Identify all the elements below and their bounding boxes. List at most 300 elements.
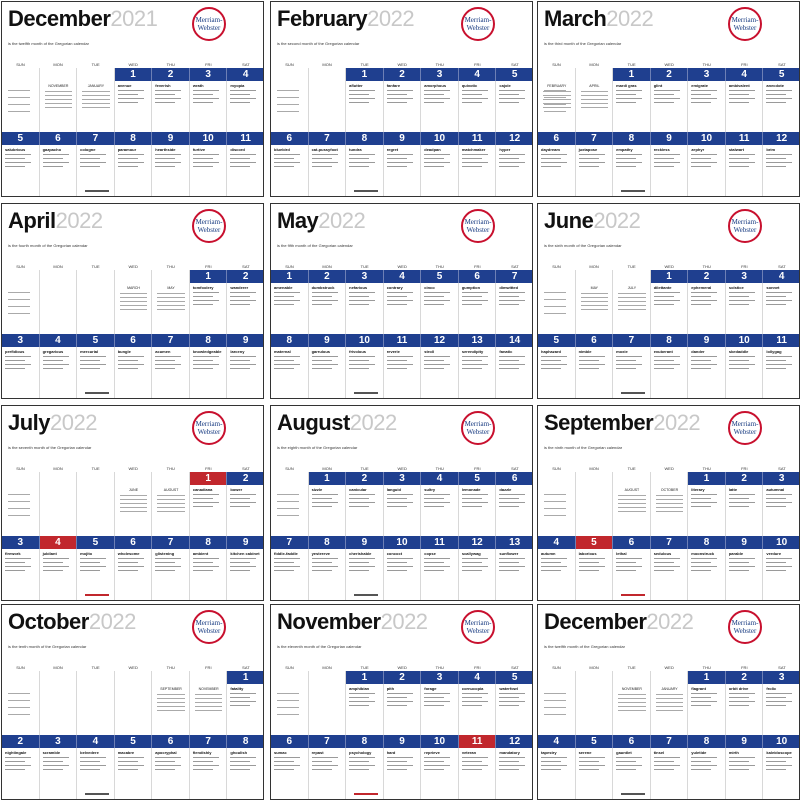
day-cell[interactable] (227, 68, 264, 132)
day-cell[interactable] (726, 334, 764, 398)
day-cell[interactable] (496, 472, 533, 536)
definition-line (541, 154, 567, 155)
day-cell[interactable] (688, 68, 726, 132)
day-cell[interactable] (115, 671, 153, 735)
day-cell[interactable] (613, 270, 651, 334)
day-cell[interactable] (115, 472, 153, 536)
holiday-note (544, 90, 566, 91)
day-cell[interactable] (152, 132, 190, 196)
day-cell[interactable] (227, 334, 264, 398)
definition-line (387, 498, 407, 499)
definition-line (729, 154, 755, 155)
day-cell[interactable] (190, 132, 228, 196)
definition-line (80, 570, 100, 571)
day-cell[interactable] (688, 536, 726, 600)
weekday-label: THU (702, 466, 711, 471)
definition-line (654, 769, 674, 770)
definition-line (274, 304, 294, 305)
day-cell[interactable] (77, 334, 115, 398)
day-cell[interactable] (190, 536, 228, 600)
day-cell[interactable] (459, 270, 497, 334)
day-cell[interactable] (271, 671, 309, 735)
definition-line (5, 166, 25, 167)
word-of-day: amphibian (349, 686, 370, 691)
definition-line (729, 102, 749, 103)
day-cell[interactable] (726, 472, 764, 536)
date-band (40, 132, 78, 145)
word-of-day: mandatory (499, 750, 520, 755)
merriam-webster-logo (192, 610, 226, 644)
definition-line (541, 566, 567, 567)
definition-line (654, 292, 680, 293)
day-cell[interactable] (384, 68, 422, 132)
day-cell[interactable] (538, 334, 576, 398)
day-cell[interactable] (459, 68, 497, 132)
word-of-day: sunflower (499, 551, 519, 556)
day-cell[interactable] (309, 334, 347, 398)
weekday-label: FRI (741, 665, 748, 670)
day-cell[interactable] (40, 334, 78, 398)
mini-calendar-row (157, 694, 185, 695)
day-cell[interactable] (613, 334, 651, 398)
day-cell[interactable] (346, 472, 384, 536)
day-cell[interactable] (576, 132, 614, 196)
word-of-day: copse (424, 551, 436, 556)
day-cell[interactable] (538, 68, 576, 132)
definition-line (729, 296, 749, 297)
definition-line (424, 304, 444, 305)
date-number: 1 (703, 473, 710, 484)
day-cell[interactable] (346, 536, 384, 600)
holiday-note (544, 707, 566, 708)
weekday-label: FRI (741, 466, 748, 471)
definition-line (155, 102, 175, 103)
definition-line (424, 162, 450, 163)
day-cell[interactable] (40, 671, 78, 735)
day-cell[interactable] (115, 270, 153, 334)
day-cell[interactable] (77, 472, 115, 536)
day-cell[interactable] (538, 472, 576, 536)
footer-mark (354, 793, 378, 795)
day-cell[interactable] (271, 132, 309, 196)
day-cell[interactable] (227, 671, 264, 735)
day-cell[interactable] (309, 671, 347, 735)
day-cell[interactable] (40, 270, 78, 334)
day-cell[interactable] (384, 270, 422, 334)
day-cell[interactable] (726, 132, 764, 196)
day-cell[interactable] (384, 735, 422, 799)
date-band (688, 68, 726, 81)
definition-line (230, 300, 256, 301)
definition-line (654, 765, 680, 766)
day-cell[interactable] (496, 671, 533, 735)
definition-line (424, 558, 450, 559)
definition-line (766, 90, 792, 91)
day-cell[interactable] (496, 334, 533, 398)
day-cell[interactable] (346, 334, 384, 398)
definition-line (766, 558, 792, 559)
definition-line (691, 166, 711, 167)
date-number: 1 (286, 271, 293, 282)
weekday-label: MON (589, 62, 599, 67)
day-cell[interactable] (726, 68, 764, 132)
day-cell[interactable] (152, 472, 190, 536)
weekday-label: TUE (360, 665, 369, 670)
definition-line (118, 562, 138, 563)
day-cell[interactable] (115, 334, 153, 398)
logo-line-1: Merriam- (195, 619, 223, 627)
date-number: 7 (92, 133, 99, 144)
definition-line (579, 757, 605, 758)
day-cell[interactable] (421, 536, 459, 600)
day-cell[interactable] (152, 735, 190, 799)
definition-line (274, 166, 294, 167)
definition-line (193, 562, 213, 563)
day-cell[interactable] (40, 68, 78, 132)
date-number: 2 (741, 672, 747, 683)
definition-line (349, 757, 375, 758)
day-cell[interactable] (726, 735, 764, 799)
day-cell[interactable] (190, 68, 228, 132)
day-cell[interactable] (309, 132, 347, 196)
definition-line (424, 761, 444, 762)
date-number: 13 (471, 335, 483, 346)
definition-line (729, 558, 755, 559)
definition-line (80, 154, 106, 155)
weekday-label: SUN (552, 665, 561, 670)
day-cell[interactable] (726, 671, 764, 735)
day-cell[interactable] (2, 68, 40, 132)
day-cell[interactable] (459, 671, 497, 735)
day-cell[interactable] (421, 735, 459, 799)
day-cell[interactable] (309, 472, 347, 536)
day-cell[interactable] (115, 132, 153, 196)
day-cell[interactable] (271, 735, 309, 799)
definition-line (766, 693, 792, 694)
day-cell[interactable] (459, 472, 497, 536)
definition-line (691, 765, 717, 766)
day-cell[interactable] (763, 334, 800, 398)
day-cell[interactable] (459, 334, 497, 398)
definition-line (43, 769, 63, 770)
month-title (544, 210, 640, 232)
date-band (538, 334, 576, 347)
day-cell[interactable] (538, 671, 576, 735)
definition-line (80, 162, 106, 163)
day-cell[interactable] (346, 68, 384, 132)
day-cell[interactable] (651, 472, 689, 536)
date-number: 9 (242, 537, 249, 548)
date-band (726, 270, 764, 283)
weekday-label: FRI (474, 264, 481, 269)
day-cell[interactable] (496, 132, 533, 196)
day-cell[interactable] (538, 536, 576, 600)
day-cell[interactable] (190, 472, 228, 536)
definition-line (424, 296, 444, 297)
definition-line (616, 166, 636, 167)
definition-line (274, 158, 294, 159)
day-cell[interactable] (2, 536, 40, 600)
day-cell[interactable] (152, 270, 190, 334)
definition-line (691, 761, 711, 762)
day-cell[interactable] (459, 735, 497, 799)
day-cell[interactable] (459, 536, 497, 600)
day-cell[interactable] (40, 735, 78, 799)
day-cell[interactable] (421, 132, 459, 196)
day-cell[interactable] (227, 132, 264, 196)
month-subtitle: is the twelfth month of the Gregorian calendar (544, 644, 625, 649)
weekday-label: SAT (778, 466, 786, 471)
definition-line (691, 701, 717, 702)
date-number: 5 (436, 271, 443, 282)
day-cell[interactable] (688, 132, 726, 196)
mini-calendar-row (581, 91, 609, 92)
day-cell[interactable] (346, 735, 384, 799)
mini-calendar-row (618, 495, 646, 496)
day-cell[interactable] (763, 270, 800, 334)
definition-line (43, 162, 69, 163)
day-cell[interactable] (651, 735, 689, 799)
day-cell[interactable] (227, 735, 264, 799)
day-cell[interactable] (77, 671, 115, 735)
word-of-day: wrath (192, 83, 204, 88)
day-cell[interactable] (613, 68, 651, 132)
day-cell[interactable] (459, 132, 497, 196)
day-cell[interactable] (271, 472, 309, 536)
day-cell[interactable] (271, 68, 309, 132)
day-cell[interactable] (421, 671, 459, 735)
day-cell[interactable] (271, 536, 309, 600)
definition-line (766, 162, 792, 163)
day-cell[interactable] (538, 132, 576, 196)
holiday-note (544, 515, 566, 516)
date-band (2, 735, 40, 748)
month-title (277, 8, 414, 30)
mini-calendar-row (157, 301, 185, 302)
day-cell[interactable] (576, 536, 614, 600)
day-cell[interactable] (496, 270, 533, 334)
day-cell[interactable] (576, 472, 614, 536)
definition-line (654, 102, 674, 103)
definition-line (349, 494, 375, 495)
holiday-note (277, 714, 299, 715)
definition-line (462, 705, 482, 706)
date-number: 4 (55, 537, 61, 548)
day-cell[interactable] (190, 735, 228, 799)
weekday-label: TUE (627, 264, 636, 269)
merriam-webster-logo (728, 209, 762, 243)
month-panel (1, 604, 264, 800)
day-cell[interactable] (651, 132, 689, 196)
definition-line (274, 761, 294, 762)
day-cell[interactable] (538, 270, 576, 334)
definition-line (424, 769, 444, 770)
day-cell[interactable] (2, 472, 40, 536)
day-cell[interactable] (576, 270, 614, 334)
day-cell[interactable] (688, 735, 726, 799)
day-cell[interactable] (271, 270, 309, 334)
day-cell[interactable] (421, 270, 459, 334)
day-cell[interactable] (40, 132, 78, 196)
definition-line (729, 98, 755, 99)
day-cell[interactable] (576, 68, 614, 132)
mini-calendar-row (195, 698, 223, 699)
weekday-label: MON (322, 264, 332, 269)
day-cell[interactable] (115, 735, 153, 799)
definition-line (654, 296, 674, 297)
definition-line (462, 765, 488, 766)
day-cell[interactable] (688, 270, 726, 334)
day-cell[interactable] (726, 536, 764, 600)
day-cell[interactable] (651, 270, 689, 334)
day-cell[interactable] (576, 334, 614, 398)
date-band (459, 270, 497, 283)
day-cell[interactable] (384, 472, 422, 536)
day-cell[interactable] (651, 536, 689, 600)
definition-line (230, 558, 256, 559)
date-band (421, 68, 459, 81)
definition-line (193, 98, 219, 99)
date-band (309, 334, 347, 347)
day-cell[interactable] (227, 270, 264, 334)
day-cell[interactable] (384, 132, 422, 196)
day-cell[interactable] (688, 472, 726, 536)
day-cell[interactable] (384, 536, 422, 600)
day-cell[interactable] (763, 536, 800, 600)
word-of-day: larceny (230, 349, 245, 354)
day-cell[interactable] (190, 334, 228, 398)
day-cell[interactable] (538, 735, 576, 799)
definition-line (155, 356, 181, 357)
definition-line (499, 368, 519, 369)
day-cell[interactable] (496, 735, 533, 799)
day-cell[interactable] (763, 132, 800, 196)
day-cell[interactable] (77, 735, 115, 799)
day-cell[interactable] (763, 472, 800, 536)
definition-line (387, 570, 407, 571)
date-band (346, 536, 384, 549)
date-band (190, 536, 228, 549)
day-cell[interactable] (309, 735, 347, 799)
day-cell[interactable] (115, 536, 153, 600)
day-cell[interactable] (613, 671, 651, 735)
word-of-day: daydream (541, 147, 560, 152)
day-cell[interactable] (190, 270, 228, 334)
day-cell[interactable] (227, 536, 264, 600)
day-cell[interactable] (77, 270, 115, 334)
day-cell[interactable] (651, 68, 689, 132)
day-cell[interactable] (40, 536, 78, 600)
definition-line (230, 570, 250, 571)
date-number: 4 (242, 69, 249, 80)
date-band (115, 735, 153, 748)
day-cell[interactable] (613, 536, 651, 600)
day-cell[interactable] (2, 270, 40, 334)
day-cell[interactable] (77, 536, 115, 600)
day-cell[interactable] (763, 671, 800, 735)
definition-line (155, 94, 175, 95)
day-cell[interactable] (309, 536, 347, 600)
day-cell[interactable] (2, 735, 40, 799)
holiday-note (277, 501, 299, 502)
day-cell[interactable] (421, 472, 459, 536)
date-number: 4 (436, 473, 443, 484)
definition-line (654, 356, 680, 357)
day-cell[interactable] (309, 68, 347, 132)
day-cell[interactable] (77, 132, 115, 196)
month-year: 2022 (646, 609, 694, 634)
day-cell[interactable] (2, 671, 40, 735)
day-cell[interactable] (152, 536, 190, 600)
day-cell[interactable] (496, 536, 533, 600)
definition-line (499, 304, 519, 305)
date-number: 4 (553, 537, 560, 548)
month-panel (537, 604, 800, 800)
day-cell[interactable] (77, 68, 115, 132)
day-cell[interactable] (2, 132, 40, 196)
day-cell[interactable] (384, 334, 422, 398)
day-cell[interactable] (190, 671, 228, 735)
definition-line (118, 761, 138, 762)
weekday-label: WED (664, 466, 674, 471)
day-cell[interactable] (576, 671, 614, 735)
day-cell[interactable] (688, 671, 726, 735)
day-cell[interactable] (271, 334, 309, 398)
day-cell[interactable] (152, 334, 190, 398)
day-cell[interactable] (613, 132, 651, 196)
day-cell[interactable] (688, 334, 726, 398)
month-name: September (544, 410, 654, 435)
date-number: 3 (436, 672, 443, 683)
definition-line (691, 90, 717, 91)
day-cell[interactable] (613, 735, 651, 799)
date-band (152, 68, 190, 81)
day-cell[interactable] (651, 334, 689, 398)
definition-line (349, 506, 369, 507)
day-cell[interactable] (763, 735, 800, 799)
month-name: October (8, 609, 89, 634)
month-name: December (544, 609, 647, 634)
day-cell[interactable] (152, 68, 190, 132)
day-cell[interactable] (576, 735, 614, 799)
date-number: 12 (776, 133, 788, 144)
day-cell[interactable] (346, 132, 384, 196)
day-cell[interactable] (496, 68, 533, 132)
day-cell[interactable] (346, 270, 384, 334)
day-cell[interactable] (763, 68, 800, 132)
day-cell[interactable] (421, 334, 459, 398)
logo-line-2: Webster (733, 627, 757, 635)
day-cell[interactable] (384, 671, 422, 735)
day-cell[interactable] (613, 472, 651, 536)
day-cell[interactable] (2, 334, 40, 398)
definition-line (462, 296, 482, 297)
mini-calendar-row (195, 706, 223, 707)
day-cell[interactable] (40, 472, 78, 536)
day-cell[interactable] (651, 671, 689, 735)
day-cell[interactable] (726, 270, 764, 334)
date-band (384, 334, 422, 347)
day-cell[interactable] (421, 68, 459, 132)
day-cell[interactable] (309, 270, 347, 334)
day-cell[interactable] (227, 472, 264, 536)
day-cell[interactable] (152, 671, 190, 735)
day-cell[interactable] (346, 671, 384, 735)
day-cell[interactable] (115, 68, 153, 132)
word-of-day: cornucopia (461, 686, 484, 691)
definition-line (118, 364, 144, 365)
date-number: 12 (509, 736, 521, 747)
